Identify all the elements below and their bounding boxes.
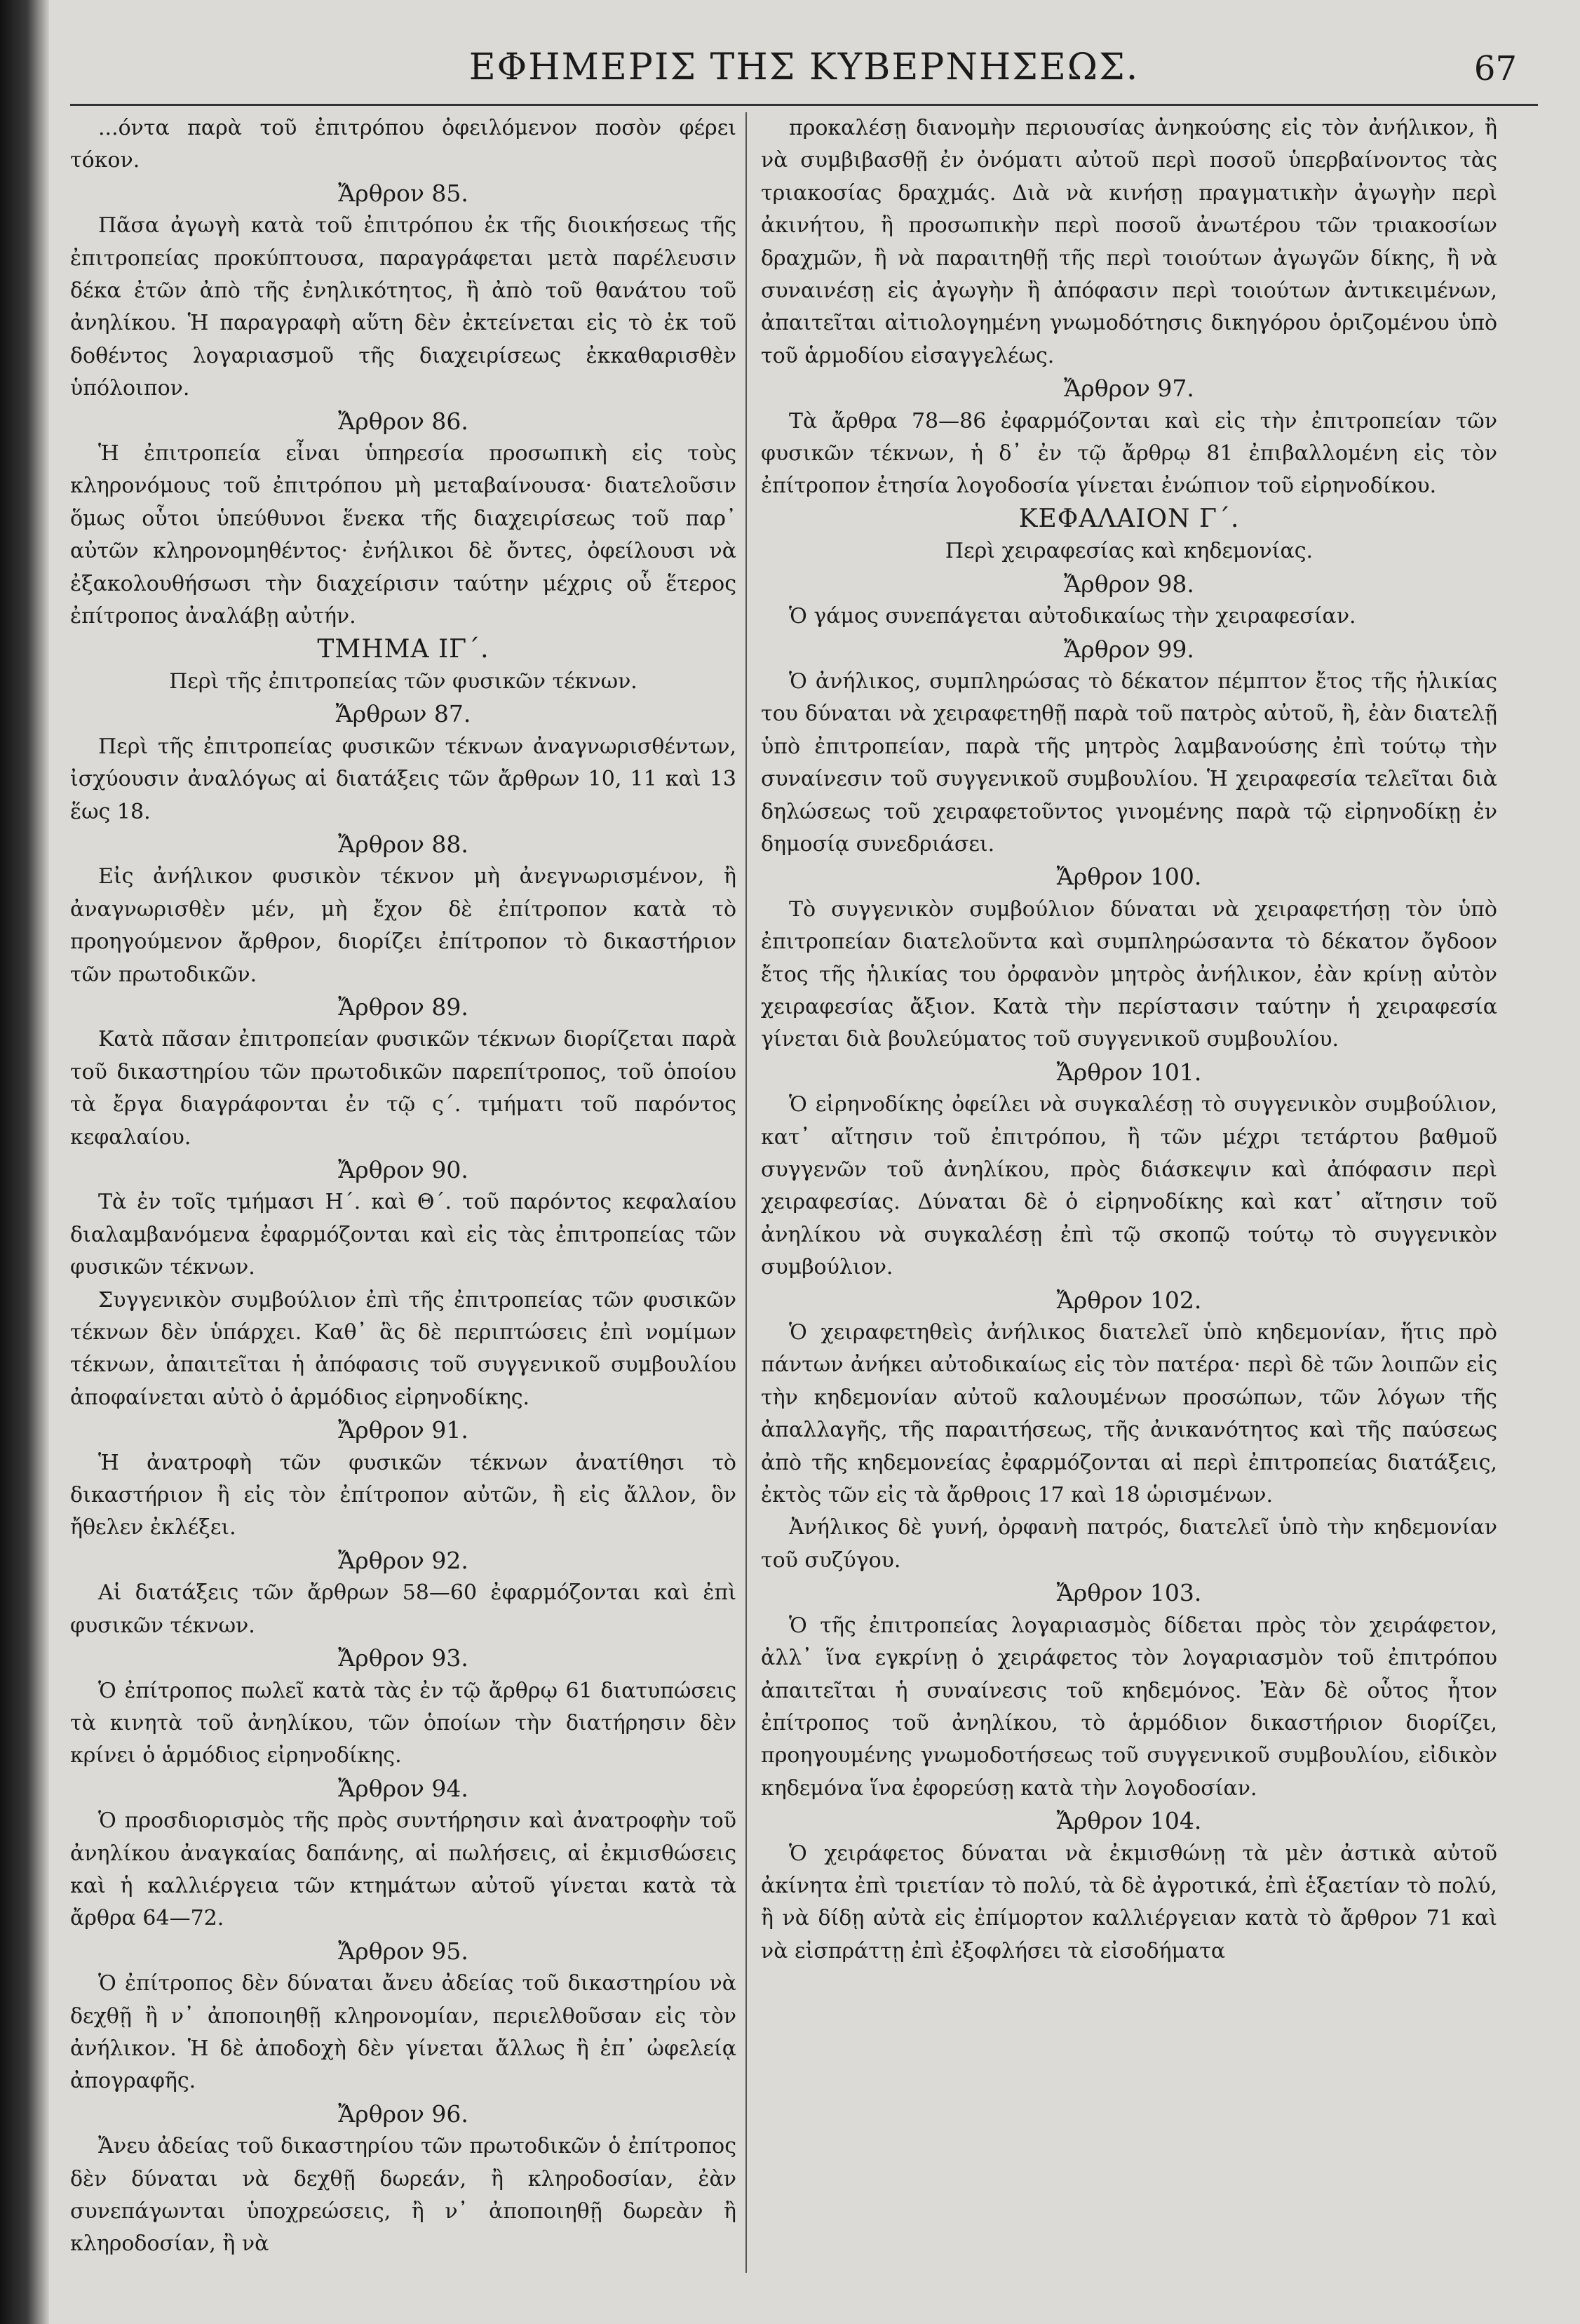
article-heading: Ἄρθρον 103. xyxy=(1056,1579,1202,1607)
paragraph: Πᾶσα ἀγωγὴ κατὰ τοῦ ἐπιτρόπου ἐκ τῆς διοικήσεως τῆς ἐπιτροπείας προκύπτουσα, παραγράφεται μετὰ παρέλευσιν δέκα ἐτῶν ἀπὸ τῆς ἐνηλικότητος, ἢ ἀπὸ τοῦ θανάτου τοῦ ἀνηλίκου. Ἡ παραγραφὴ αὕτη δὲν ἐκτείνεται εἰς τὸ ἐκ τοῦ δοθέντος λογαριασμοῦ τῆς διαχειρίσεως ἐκκαθαρισθὲν ὑπόλοιπον. xyxy=(70,213,736,401)
article-heading: Ἄρθρον 86. xyxy=(338,407,468,435)
paragraph: Ὁ ἀνήλικος, συμπληρώσας τὸ δέκατον πέμπτον ἔτος τῆς ἡλικίας του δύναται νὰ χειραφετηθῇ παρὰ τοῦ πατρὸς αὐτοῦ, ἢ, ἐὰν διατελῇ ὑπὸ ἐπιτροπείαν, παρὰ τῆς μητρὸς λαμβανούσης ἐπὶ τούτῳ τὴν συναίνεσιν τοῦ συγγενικοῦ συμβουλίου. Ἡ χειραφεσία τελεῖται διὰ δηλώσεως τοῦ χειραφετοῦντος γινομένης παρὰ τῷ εἰρηνοδίκῃ ἐν δημοσίᾳ συνεδριάσει. xyxy=(761,669,1497,857)
article-heading: Ἄρθρον 91. xyxy=(338,1416,468,1444)
article-heading: Ἄρθρον 100. xyxy=(1056,863,1202,891)
article-heading: Ἄρθρον 98. xyxy=(1064,570,1194,598)
paragraph: Ἀνήλικος δὲ γυνή, ὀρφανὴ πατρός, διατελεῖ ὑπὸ τὴν κηδεμονίαν τοῦ συζύγου. xyxy=(761,1515,1497,1573)
article-heading: Ἄρθρον 97. xyxy=(1064,375,1194,403)
paragraph: Ὁ χειράφετος δύναται νὰ ἐκμισθώνῃ τὰ μὲν ἀστικὰ αὐτοῦ ἀκίνητα ἐπὶ τριετίαν τὸ πολύ, τὰ δὲ ἀγροτικά, ἐπὶ ἑξαετίαν τὸ πολύ, ἢ νὰ δίδῃ αὐτὰ εἰς ἐπίμορτον καλλιέργειαν κατὰ τὸ ἄρθρον 71 καὶ νὰ εἰσπράττῃ ἐπὶ ἐξοφλήσει τὰ εἰσοδήματα xyxy=(761,1841,1497,1963)
paragraph: Ὁ εἰρηνοδίκης ὀφείλει νὰ συγκαλέσῃ τὸ συγγενικὸν συμβούλιον, κατ᾽ αἴτησιν τοῦ ἐπιτρόπου, ἢ τῶν μέχρι τετάρτου βαθμοῦ συγγενῶν τοῦ ἀνηλίκου, πρὸς διάσκεψιν καὶ ἀπόφασιν περὶ χειραφεσίας. Δύναται δὲ ὁ εἰρηνοδίκης καὶ κατ᾽ αἴτησιν τοῦ ἀνηλίκου νὰ συγκαλέσῃ ἐπὶ τῷ σκοπῷ τούτῳ τὸ συγγενικὸν συμβούλιον. xyxy=(761,1092,1497,1280)
article-heading: Ἄρθρον 88. xyxy=(338,830,468,858)
paragraph: ...όντα παρὰ τοῦ ἐπιτρόπου ὀφειλόμενον ποσὸν φέρει τόκον. xyxy=(70,116,736,173)
article-heading: Ἄρθρων 87. xyxy=(335,700,471,728)
paragraph: Ἄνευ ἀδείας τοῦ δικαστηρίου τῶν πρωτοδικῶν ὁ ἐπίτροπος δὲν δύναται νὰ δεχθῇ δωρεάν, ἢ κληροδοσίαν, ἐὰν συνεπάγωνται ὑποχρεώσεις, ἢ ν᾽ ἀποποιηθῇ δωρεὰν ἢ κληροδοσίαν, ἢ νὰ xyxy=(70,2134,736,2257)
section-heading: ΤΜΗΜΑ ΙΓ΄. xyxy=(317,634,489,664)
article-heading: Ἄρθρον 102. xyxy=(1056,1286,1202,1314)
paragraph: Ὁ ἐπίτροπος δὲν δύναται ἄνευ ἀδείας τοῦ δικαστηρίου νὰ δεχθῇ ἢ ν᾽ ἀποποιηθῇ κληρονομίαν, περιελθοῦσαν εἰς τὸν ἀνήλικον. Ἡ δὲ ἀποδοχὴ δὲν γίνεται ἄλλως ἢ ἐπ᾽ ὠφελείᾳ ἀπογραφῆς. xyxy=(70,1971,736,2094)
paragraph: Ὁ γάμος συνεπάγεται αὐτοδικαίως τὴν χειραφεσίαν. xyxy=(789,604,1356,629)
article-heading: Ἄρθρον 104. xyxy=(1056,1807,1202,1835)
paragraph: Εἰς ἀνήλικον φυσικὸν τέκνον μὴ ἀνεγνωρισμένον, ἢ ἀναγνωρισθὲν μέν, μὴ ἔχον δὲ ἐπίτροπον κατὰ τὸ προηγούμενον ἄρθρον, διορίζει ἐπίτροπον τὸ δικαστήριον τῶν πρωτοδικῶν. xyxy=(70,864,736,987)
paragraph: Τὰ ἄρθρα 78—86 ἐφαρμόζονται καὶ εἰς τὴν ἐπιτροπείαν τῶν φυσικῶν τέκνων, ἡ δ᾽ ἐν τῷ ἄρθρῳ 81 ἐπιβαλλομένη εἰς τὸν ἐπίτροπον ἐτησία λογοδοσία γίνεται ἐνώπιον τοῦ εἰρηνοδίκου. xyxy=(761,408,1497,499)
article-heading: Ἄρθρον 101. xyxy=(1056,1058,1202,1086)
article-heading: Ἄρθρον 90. xyxy=(338,1156,468,1183)
paragraph: Ἡ ἀνατροφὴ τῶν φυσικῶν τέκνων ἀνατίθησι τὸ δικαστήριον ἢ εἰς τὸν ἐπίτροπον αὐτῶν, ἢ εἰς ἄλλον, ὃν ἤθελεν ἐκλέξει. xyxy=(70,1450,736,1540)
right-column xyxy=(761,112,1497,2294)
article-heading: Ἄρθρον 94. xyxy=(338,1774,468,1802)
paragraph: Τὸ συγγενικὸν συμβούλιον δύναται νὰ χειραφετήσῃ τὸν ὑπὸ ἐπιτροπείαν διατελοῦντα καὶ συμπληρώσαντα τὸ δέκατον ὄγδοον ἔτος τῆς ἡλικίας του ὀρφανὸν μητρὸς ἀνήλικον, ἐὰν κρίνῃ αὐτὸν χειραφεσίας ἄξιον. Κατὰ τὴν περίστασιν ταύτην ἡ χειραφεσία γίνεται διὰ βουλεύματος τοῦ συγγενικοῦ συμβουλίου. xyxy=(761,896,1497,1052)
gazette-title: ΕΦΗΜΕΡΙΣ ΤΗΣ ΚΥΒΕΡΝΗΣΕΩΣ. xyxy=(468,46,1140,88)
section-subtitle: Περὶ χειραφεσίας καὶ κηδεμονίας. xyxy=(945,539,1314,564)
section-subtitle: Περὶ τῆς ἐπιτροπείας τῶν φυσικῶν τέκνων. xyxy=(169,669,637,694)
page-number: 67 xyxy=(1473,49,1517,88)
header-rule xyxy=(70,104,1538,106)
paragraph: Ὁ χειραφετηθεὶς ἀνήλικος διατελεῖ ὑπὸ κηδεμονίαν, ἥτις πρὸ πάντων ἀνήκει αὐτοδικαίως εἰς τὸν πατέρα· περὶ δὲ τῶν λοιπῶν εἰς τὴν κηδεμονίαν αὐτοῦ καλουμένων προσώπων, τῶν λόγων τῆς ἀπαλλαγῆς, τῆς παραιτήσεως, τῆς ἀνικανότητος καὶ τῆς παύσεως ἀπὸ τῆς κηδεμονείας ἐφαρμόζονται αἱ περὶ ἐπιτροπείας διατάξεις, ἐκτὸς τῶν εἰς τὰ ἄρθροις 17 καὶ 18 ὡρισμένων. xyxy=(761,1320,1497,1508)
paragraph: Κατὰ πᾶσαν ἐπιτροπείαν φυσικῶν τέκνων διορίζεται παρὰ τοῦ δικαστηρίου τῶν πρωτοδικῶν παρεπίτροπος, τοῦ ὁποίου τὰ ἔργα διαγράφονται ἐν τῷ ς΄. τμήματι τοῦ παρόντος κεφαλαίου. xyxy=(70,1027,736,1150)
article-heading: Ἄρθρον 92. xyxy=(338,1546,468,1574)
paragraph: Ὁ προσδιορισμὸς τῆς πρὸς συντήρησιν καὶ ἀνατροφὴν τοῦ ἀνηλίκου ἀναγκαίας δαπάνης, αἱ πωλήσεις, αἱ ἐκμισθώσεις καὶ ἡ καλλιέργεια τῶν κτημάτων αὐτοῦ γίνεται κατὰ τὰ ἄρθρα 64—72. xyxy=(70,1808,736,1931)
article-heading: Ἄρθρον 89. xyxy=(338,993,468,1021)
paragraph: Αἱ διατάξεις τῶν ἄρθρων 58—60 ἐφαρμόζονται καὶ ἐπὶ φυσικῶν τέκνων. xyxy=(70,1580,736,1638)
book-binding-edge xyxy=(0,0,49,2324)
paragraph: Ἡ ἐπιτροπεία εἶναι ὑπηρεσία προσωπικὴ εἰς τοὺς κληρονόμους τοῦ ἐπιτρόπου μὴ μεταβαίνουσα· διατελοῦσιν ὅμως οὗτοι ὑπεύθυνοι ἕνεκα τῆς διαχειρίσεως τοῦ παρ᾽ αὐτῶν κληρονομηθέντος· ἐνήλικοι δὲ ὄντες, ὀφείλουσι νὰ ἐξακολουθήσωσι τὴν διαχείρισιν ταύτην μέχρις οὗ ἕτερος ἐπίτροπος ἀναλάβῃ αὐτήν. xyxy=(70,441,736,629)
paragraph: Τὰ ἐν τοῖς τμήμασι Η΄. καὶ Θ΄. τοῦ παρόντος κεφαλαίου διαλαμβανόμενα ἐφαρμόζονται καὶ εἰς τὰς ἐπιτροπείας τῶν φυσικῶν τέκνων. xyxy=(70,1190,736,1280)
section-heading: ΚΕΦΑΛΑΙΟΝ Γ΄. xyxy=(1018,504,1240,533)
paragraph: Ὁ ἐπίτροπος πωλεῖ κατὰ τὰς ἐν τῷ ἄρθρῳ 61 διατυπώσεις τὰ κινητὰ τοῦ ἀνηλίκου, τῶν ὁποίων τὴν διατήρησιν δὲν κρίνει ὁ ἁρμόδιος εἰρηνοδίκης. xyxy=(70,1678,736,1768)
paragraph: Ὁ τῆς ἐπιτροπείας λογαριασμὸς δίδεται πρὸς τὸν χειράφετον, ἀλλ᾽ ἵνα εγκρίνῃ ὁ χειράφετος τὸν λογαριασμὸν τοῦ ἐπιτρόπου ἀπαιτεῖται ἡ συναίνεσις τοῦ κηδεμόνος. Ἐὰν δὲ οὗτος ἦτον ἐπίτροπος τοῦ ἀνηλίκου, τὸ ἁρμόδιον δικαστήριον διορίζει, προηγουμένης γνωμοδοτήσεως τοῦ συγγενικοῦ συμβουλίου, εἰδικὸν κηδεμόνα ἵνα ἐφορεύσῃ κατὰ τὴν λογοδοσίαν. xyxy=(761,1613,1497,1801)
paragraph: Συγγενικὸν συμβούλιον ἐπὶ τῆς ἐπιτροπείας τῶν φυσικῶν τέκνων δὲν ὑπάρχει. Καθ᾽ ἃς δὲ περιπτώσεις ἐπὶ νομίμων τέκνων, ἀπαιτεῖται ἡ ἀπόφασις τοῦ συγγενικοῦ συμβουλίου ἀποφαίνεται αὐτὸ ὁ ἁρμόδιος εἰρηνοδίκης. xyxy=(70,1287,736,1410)
article-heading: Ἄρθρον 96. xyxy=(338,2100,468,2128)
column-divider xyxy=(745,112,747,2273)
article-heading: Ἄρθρον 95. xyxy=(338,1937,468,1965)
article-heading: Ἄρθρον 99. xyxy=(1064,635,1194,663)
article-heading: Ἄρθρον 93. xyxy=(338,1644,468,1672)
article-heading: Ἄρθρον 85. xyxy=(338,179,468,207)
page-header xyxy=(70,39,1538,102)
left-column xyxy=(70,112,736,2294)
paragraph: προκαλέσῃ διανομὴν περιουσίας ἀνηκούσης εἰς τὸν ἀνήλικον, ἢ νὰ συμβιβασθῇ ἐν ὀνόματι αὐτοῦ περὶ ποσοῦ ὑπερβαίνοντος τὰς τριακοσίας δραχμάς. Διὰ νὰ κινήσῃ πραγματικὴν ἀγωγὴν περὶ ἀκινήτου, ἢ προσωπικὴν περὶ ποσοῦ ἀνωτέρου τῶν τριακοσίων δραχμῶν, ἢ νὰ παραιτηθῇ τῆς περὶ τοιούτων ἀγωγῶν δίκης, ἢ νὰ συναινέσῃ εἰς ἀγωγὴν ἢ ἀπόφασιν περὶ τοιούτων ἀντικειμένων, ἀπαιτεῖται αἰτιολογημένη γνωμοδότησις δικηγόρου ὁριζομένου ὑπὸ τοῦ ἁρμοδίου εἰσαγγελέως. xyxy=(761,116,1497,368)
paragraph: Περὶ τῆς ἐπιτροπείας φυσικῶν τέκνων ἀναγνωρισθέντων, ἰσχύουσιν ἀναλόγως αἱ διατάξεις τῶν ἄρθρων 10, 11 καὶ 13 ἕως 18. xyxy=(70,734,736,824)
